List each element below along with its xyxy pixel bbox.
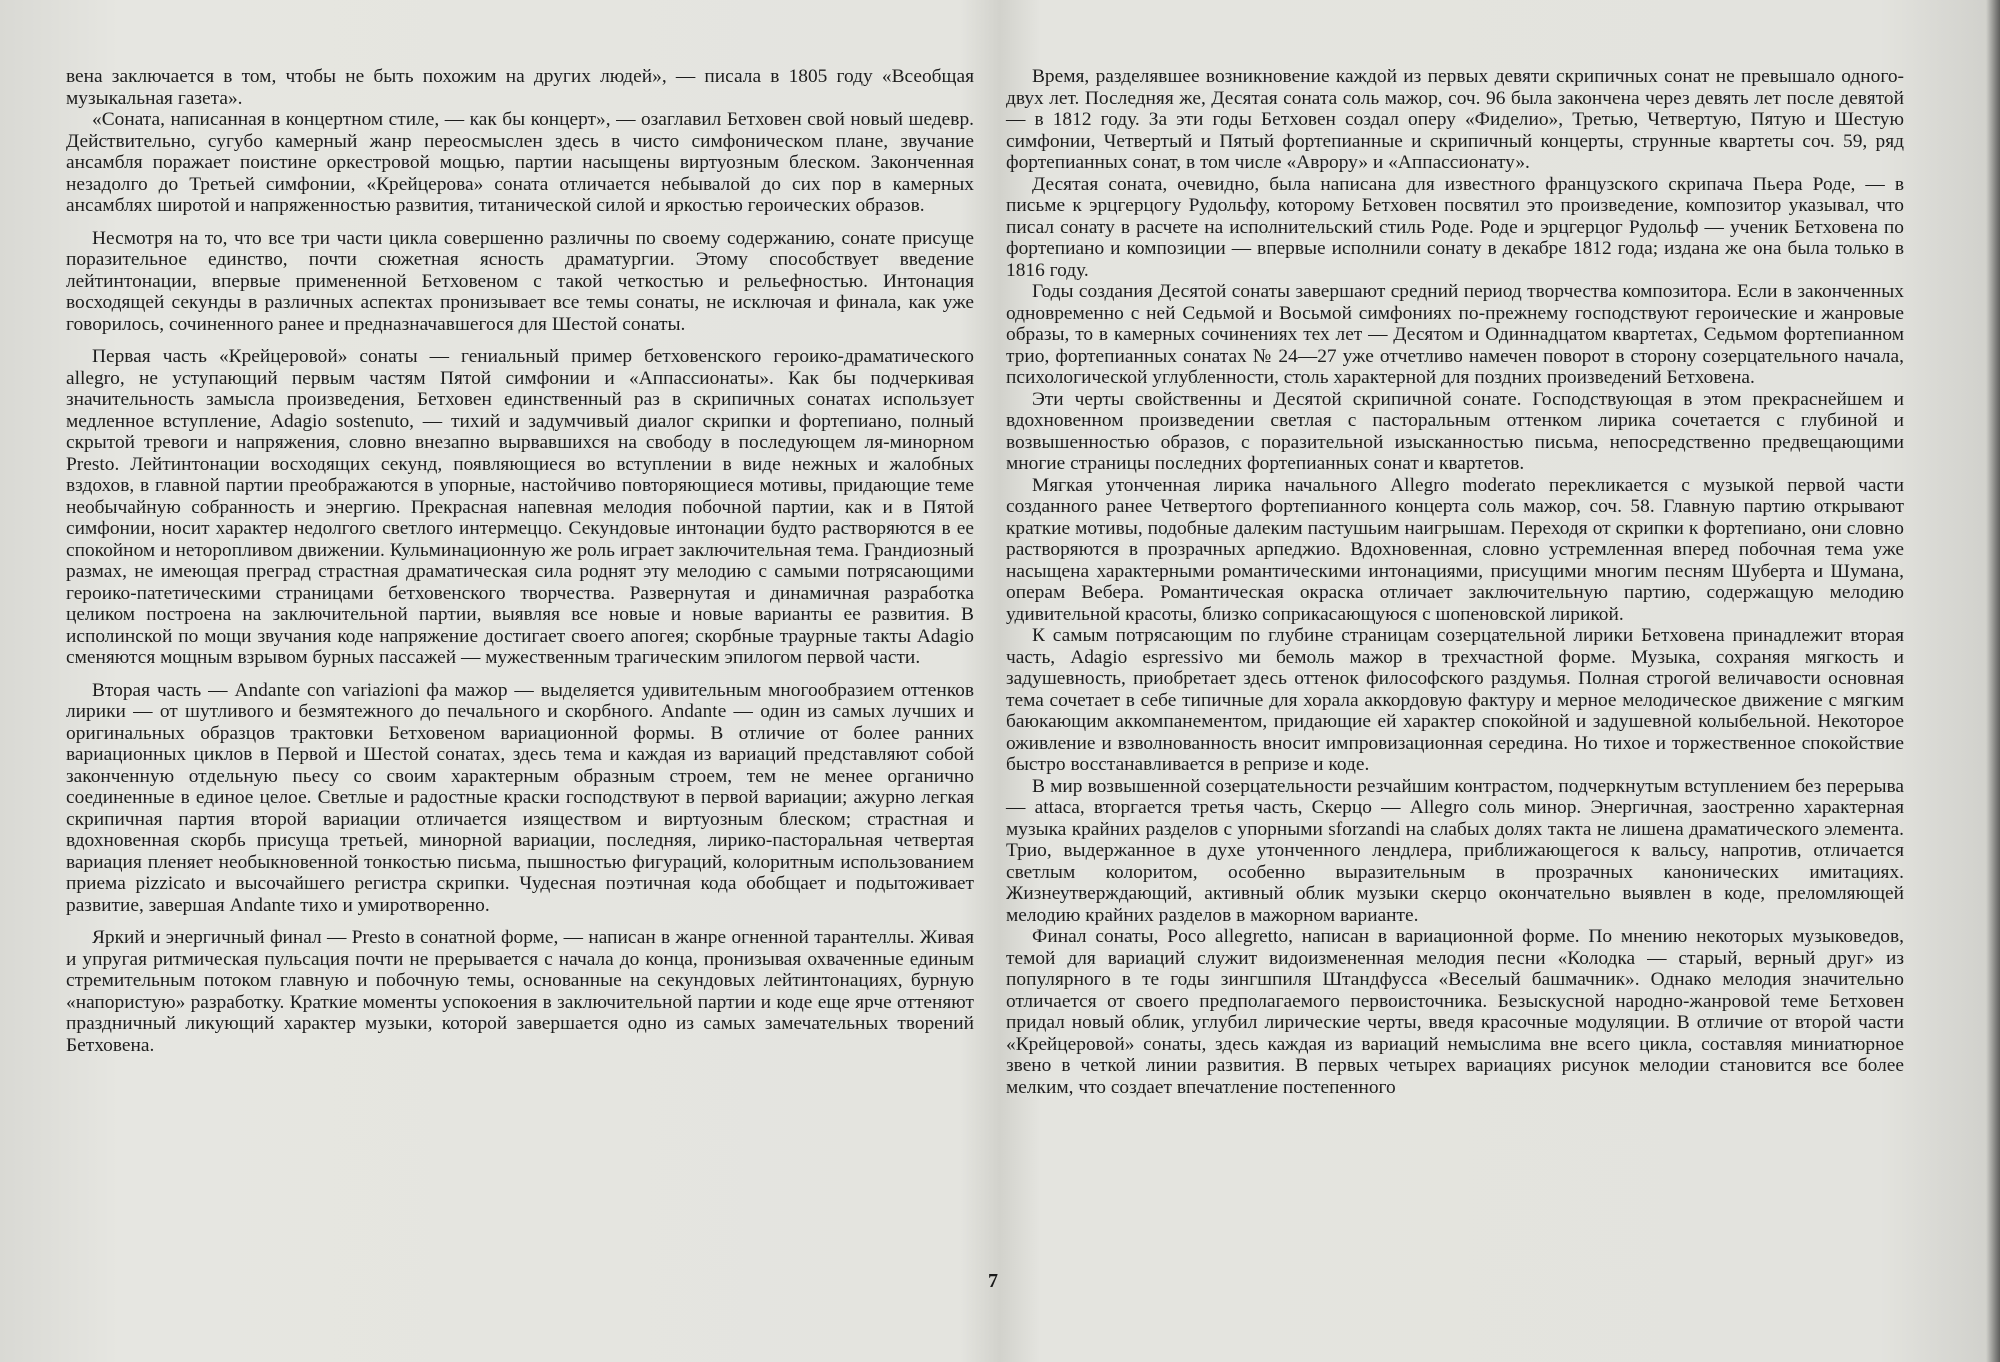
page-number: 7 [988,1270,998,1292]
paragraph: К самым потрясающим по глубине страницам созерцательной лирики Бетховена принадлежит вторая часть, Adagio espressivo ми бемоль мажор в трехчастной форме. Музыка, сохраняя мягкость и задушевность, приобретает здесь оттенок философского раздумья. Полная строгой величавости основная тема сочетает в себе типичные для хорала аккордовую фактуру и мерное мелодическое движение с мягким баюкающим аккомпанементом, придающие ей характер спокойной и задушевной колыбельной. Некоторое оживление и взволнованность вносит импровизационная середина. Но тихое и торжественное спокойствие быстро восстанавливается в репризе и коде. [1006,625,1904,775]
paragraph: Эти черты свойственны и Десятой скрипичной сонате. Господствующая в этом прекраснейшем и вдохновенном произведении светлая с пасторальным оттенком лирика сочетается с глубиной и возвышенностью образов, с поразительной изысканностью письма, непосредственно предвещающими многие страницы последних фортепианных сонат и квартетов. [1006,388,1904,474]
paragraph: Время, разделявшее возникновение каждой из первых девяти скрипичных сонат не превышало одного-двух лет. Последняя же, Десятая соната соль мажор, соч. 96 была закончена через девять лет после девятой — в 1812 году. За эти годы Бетховен создал оперу «Фиделио», Третью, Четвертую, Пятую и Шестую симфонии, Четвертый и Пятый фортепианные и скрипичный концерты, струнные квартеты соч. 59, ряд фортепианных сонат, в том числе «Аврору» и «Аппассионату». [1006,66,1904,173]
right-column [1006,66,1904,1098]
paragraph: Годы создания Десятой сонаты завершают средний период творчества композитора. Если в законченных одновременно с ней Седьмой и Восьмой симфониях по-прежнему господствуют героические и жанровые образы, то в камерных сочинениях тех лет — Десятом и Одиннадцатом квартетах, Седьмом фортепианном трио, фортепианных сонатах № 24—27 уже отчетливо намечен поворот в сторону созерцательного начала, психологической углубленности, столь характерной для поздних произведений Бетховена. [1006,281,1904,388]
paragraph: «Соната, написанная в концертном стиле, — как бы концерт», — озаглавил Бетховен свой новый шедевр. Действительно, сугубо камерный жанр переосмыслен здесь в чисто симфоническом плане, звучание ансамбля поражает поистине оркестровой мощью, партии насыщены виртуозным блеском. Законченная незадолго до Третьей симфонии, «Крейцерова» соната отличается небывалой до сих пор в камерных ансамблях широтой и напряженностью развития, титанической силой и яркостью героических образов. [66,109,974,216]
paragraph: Вторая часть — Andante con variazioni фа мажор — выделяется удивительным многообразием оттенков лирики — от шутливого и безмятежного до печального и скорбного. Andante — один из самых лучших и оригинальных образцов трактовки Бетховеном вариационной формы. В отличие от более ранних вариационных циклов в Первой и Шестой сонатах, здесь тема и каждая из вариаций представляют собой законченную отдельную пьесу со своим характерным образным строем, тем не менее органично соединенные в единое целое. Светлые и радостные краски господствуют в первой вариации; ажурно легкая скрипичная партия второй вариации отличается изяществом и виртуозным блеском; страстная и вдохновенная скорбь присуща третьей, минорной вариации, последняя, лирико-пасторальная четвертая вариация пленяет необыкновенной тонкостью письма, пышностью фигураций, колоритным использованием приема pizzicato и высочайшего регистра скрипки. Чудесная поэтичная кода обобщает и подытоживает развитие, завершая Andante тихо и умиротворенно. [66,679,974,916]
paragraph: Первая часть «Крейцеровой» сонаты — гениальный пример бетховенского героико-драматического allegro, не уступающий первым частям Пятой симфонии и «Аппассионаты». Как бы подчеркивая значительность замысла произведения, Бетховен единственный раз в скрипичных сонатах использует медленное вступление, Adagio sostenuto, — тихий и задумчивый диалог скрипки и фортепиано, полный скрытой тревоги и напряжения, словно внезапно вырвавшихся на свободу в последующем ля-минорном Presto. Лейтинтонации восходящих секунд, появляющиеся во вступлении в виде нежных и жалобных вздохов, в главной партии преображаются в упорные, настойчиво повторяющиеся мотивы, придающие теме необычайную собранность и энергию. Прекрасная напевная мелодия побочной партии, как и в Пятой симфонии, носит характер недолгого светлого интермеццо. Секундовые интонации будто растворяются в ее спокойном и неторопливом движении. Кульминационную же роль играет заключительная тема. Грандиозный размах, не имеющая преград страстная драматическая сила роднят эту мелодию с самыми потрясающими героико-патетическими страницами бетховенского творчества. Развернутая и динамичная разработка целиком построена на заключительной партии, выявляя все новые и новые варианты ее развития. В исполинской по мощи звучания коде напряжение достигает своего апогея; скорбные траурные такты Adagio сменяются мощным взрывом бурных пассажей — мужественным трагическим эпилогом первой части. [66,346,974,668]
paragraph: В мир возвышенной созерцательности резчайшим контрастом, подчеркнутым вступлением без перерыва — attaca, вторгается третья часть, Скерцо — Allegro соль минор. Энергичная, заостренно характерная музыка крайних разделов с упорными sforzandi на слабых долях такта не лишена драматического элемента. Трио, выдержанное в духе утонченного лендлера, приближающегося к вальсу, напротив, отличается светлым колоритом, особенно выразительным в прозрачных канонических имитациях. Жизнеутверждающий, активный облик музыки скерцо окончательно выявлен в коде, преломляющей мелодию крайних разделов в мажорном варианте. [1006,775,1904,926]
paragraph: Финал сонаты, Poco allegretto, написан в вариационной форме. По мнению некоторых музыковедов, темой для вариаций служит видоизмененная мелодия песни «Колодка — старый, верный друг» из популярного в те годы зингшпиля Штандфусса «Веселый башмачник». Однако мелодия значительно отличается от своего предполагаемого первоисточника. Безыскусной народно-жанровой теме Бетховен придал новый облик, углубил лирические черты, введя красочные модуляции. В отличие от второй части «Крейцеровой» сонаты, здесь каждая из вариаций немыслима вне всего цикла, составляя миниатюрное звено в четкой линии развития. В первых четырех вариациях рисунок мелодии становится все более мелким, что создает впечатление постепенного [1006,926,1904,1098]
paragraph: вена заключается в том, чтобы не быть похожим на других людей», — писала в 1805 году «Всеобщая музыкальная газета». [66,66,974,109]
page-edge-shadow [1986,0,2000,1362]
paragraph: Мягкая утонченная лирика начального Allegro moderato перекликается с музыкой первой части созданного ранее Четвертого фортепианного концерта соль мажор, соч. 58. Главную партию открывают краткие мотивы, подобные далеким пастушьим наигрышам. Переходя от скрипки к фортепиано, они словно растворяются в прозрачных арпеджио. Вдохновенная, словно устремленная вперед побочная тема уже насыщена характерными романтическими интонациями, присущими многим песням Шуберта и Шумана, операм Вебера. Романтическая окраска отличает заключительную партию, содержащую мелодию удивительной красоты, близко соприкасающуюся с шопеновской лирикой. [1006,474,1904,625]
left-column [66,66,974,1056]
paragraph: Несмотря на то, что все три части цикла совершенно различны по своему содержанию, сонате присуще поразительное единство, почти сюжетная ясность драматургии. Этому способствует введение лейтинтонации, впервые примененной Бетховеном с такой четкостью и рельефностью. Интонация восходящей секунды в различных аспектах пронизывает все темы сонаты, не исключая и финала, как уже говорилось, сочиненного ранее и предназначавшегося для Шестой сонаты. [66,227,974,335]
paragraph: Яркий и энергичный финал — Presto в сонатной форме, — написан в жанре огненной тарантеллы. Живая и упругая ритмическая пульсация почти не прерывается с начала до конца, пронизывая охваченные единым стремительным потоком главную и побочную темы, основанные на секундовых лейтинтонациях, бурную «напористую» разработку. Краткие моменты успокоения в заключительной партии и коде еще ярче оттеняют праздничный ликующий характер музыки, которой завершается одно из самых замечательных творений Бетховена. [66,927,974,1056]
paragraph: Десятая соната, очевидно, была написана для известного французского скрипача Пьера Роде, — в письме к эрцгерцогу Рудольфу, которому Бетховен посвятил это произведение, композитор указывал, что писал сонату в расчете на исполнительский стиль Роде. Роде и эрцгерцог Рудольф — ученик Бетховена по фортепиано и композиции — впервые исполнили сонату в декабре 1812 года; издана же она была только в 1816 году. [1006,173,1904,281]
